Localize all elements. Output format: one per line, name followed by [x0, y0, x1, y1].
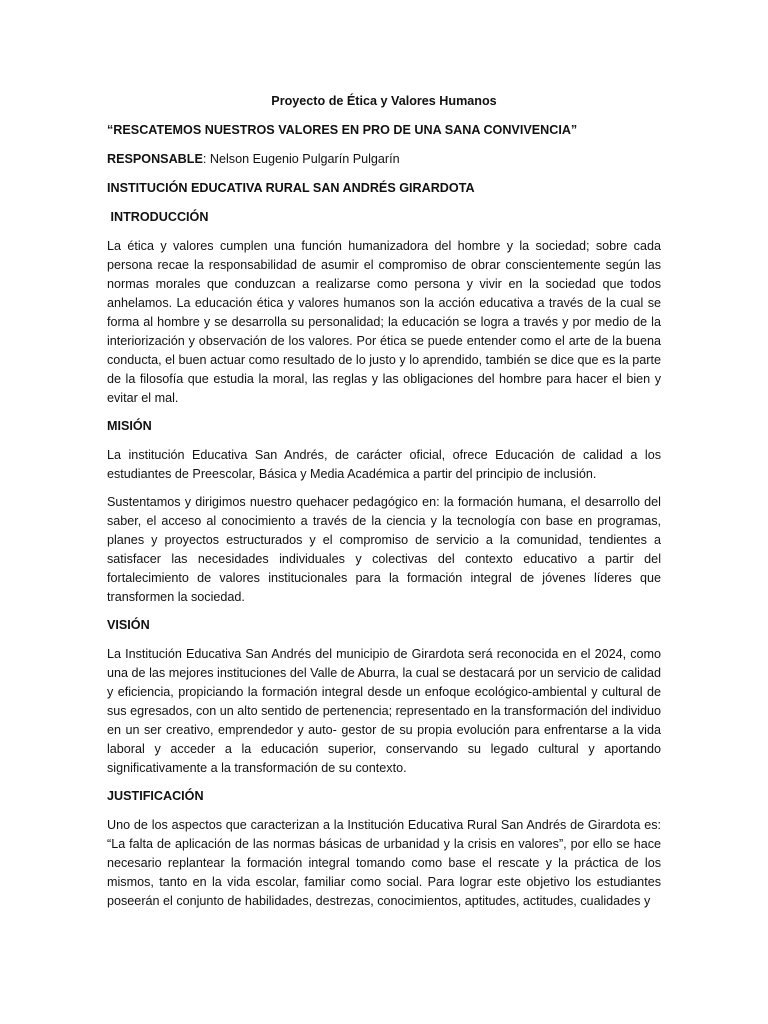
- section-vision: [107, 616, 661, 778]
- section-justificacion: [107, 787, 661, 911]
- project-slogan: “RESCATEMOS NUESTROS VALORES EN PRO DE UNA SANA CONVIVENCIA”: [107, 123, 578, 137]
- responsible-label: RESPONSABLE: [107, 152, 203, 166]
- paragraph-mision-1: La institución Educativa San Andrés, de carácter oficial, ofrece Educación de calidad a los estudiantes de Preescolar, Básica y Media Académica a partir del principio de inclusión.: [107, 448, 661, 481]
- responsible-name: : Nelson Eugenio Pulgarín Pulgarín: [202, 152, 400, 166]
- section-heading-introduccion: INTRODUCCIÓN: [107, 210, 209, 224]
- responsible-line: [107, 150, 661, 169]
- section-heading-mision: MISIÓN: [107, 419, 152, 433]
- paragraph-justificacion-1: Uno de los aspectos que caracterizan a la Institución Educativa Rural San Andrés de Girardota es: “La falta de aplicación de las normas básicas de urbanidad y la crisis en valores”, por ello se hace necesario replantear la formación integral tomando como base el rescate y la práctica de los mismos, tanto en la vida escolar, familiar como social. Para lograr este objetivo los estudiantes poseerán el conjunto de habilidades, destrezas, conocimientos, aptitudes, actitudes, cualidades y: [107, 818, 661, 908]
- institution-name: INSTITUCIÓN EDUCATIVA RURAL SAN ANDRÉS GIRARDOTA: [107, 181, 475, 195]
- section-introduccion: [107, 208, 661, 408]
- section-heading-justificacion: JUSTIFICACIÓN: [107, 789, 204, 803]
- section-heading-vision: VISIÓN: [107, 618, 150, 632]
- paragraph-vision-1: La Institución Educativa San Andrés del municipio de Girardota será reconocida en el 2024, como una de las mejores instituciones del Valle de Aburra, la cual se destacará por un servicio de calidad y eficiencia, propiciando la formación integral desde un enfoque ecológico-ambiental y cultural de sus egresados, con un alto sentido de pertenencia; representado en la transformación del individuo en un ser creativo, emprendedor y auto- gestor de su propia evolución para enfrentarse a la vida laboral y acceder a la educación superior, conservando su legado cultural y aportando significativamente a la transformación de su contexto.: [107, 647, 661, 775]
- paragraph-mision-2: Sustentamos y dirigimos nuestro quehacer pedagógico en: la formación humana, el desarrollo del saber, el acceso al conocimiento a través de la ciencia y la tecnología con base en programas, planes y proyectos estructurados y el compromiso de servicio a la comunidad, tendientes a satisfacer las necesidades individuales y colectivas del contexto educativo a partir del fortalecimiento de valores institucionales para la formación integral de jóvenes líderes que transformen la sociedad.: [107, 495, 661, 604]
- document-title: Proyecto de Ética y Valores Humanos: [271, 94, 497, 108]
- paragraph-introduccion-1: La ética y valores cumplen una función humanizadora del hombre y la sociedad; sobre cada persona recae la responsabilidad de asumir el compromiso de obrar conscientemente según las normas morales que conduzcan a realizarse como persona y vivir en la sociedad que todos anhelamos. La educación ética y valores humanos son la acción educativa a través de la cual se forma al hombre y se desarrolla su personalidad; la educación se logra a través y por medio de la interiorización y observación de los valores. Por ética se puede entender como el arte de la buena conducta, el buen actuar como resultado de lo justo y lo aprendido, también se dice que es la parte de la filosofía que estudia la moral, las reglas y las obligaciones del hombre para hacer el bien y evitar el mal.: [107, 239, 661, 405]
- section-mision: [107, 417, 661, 607]
